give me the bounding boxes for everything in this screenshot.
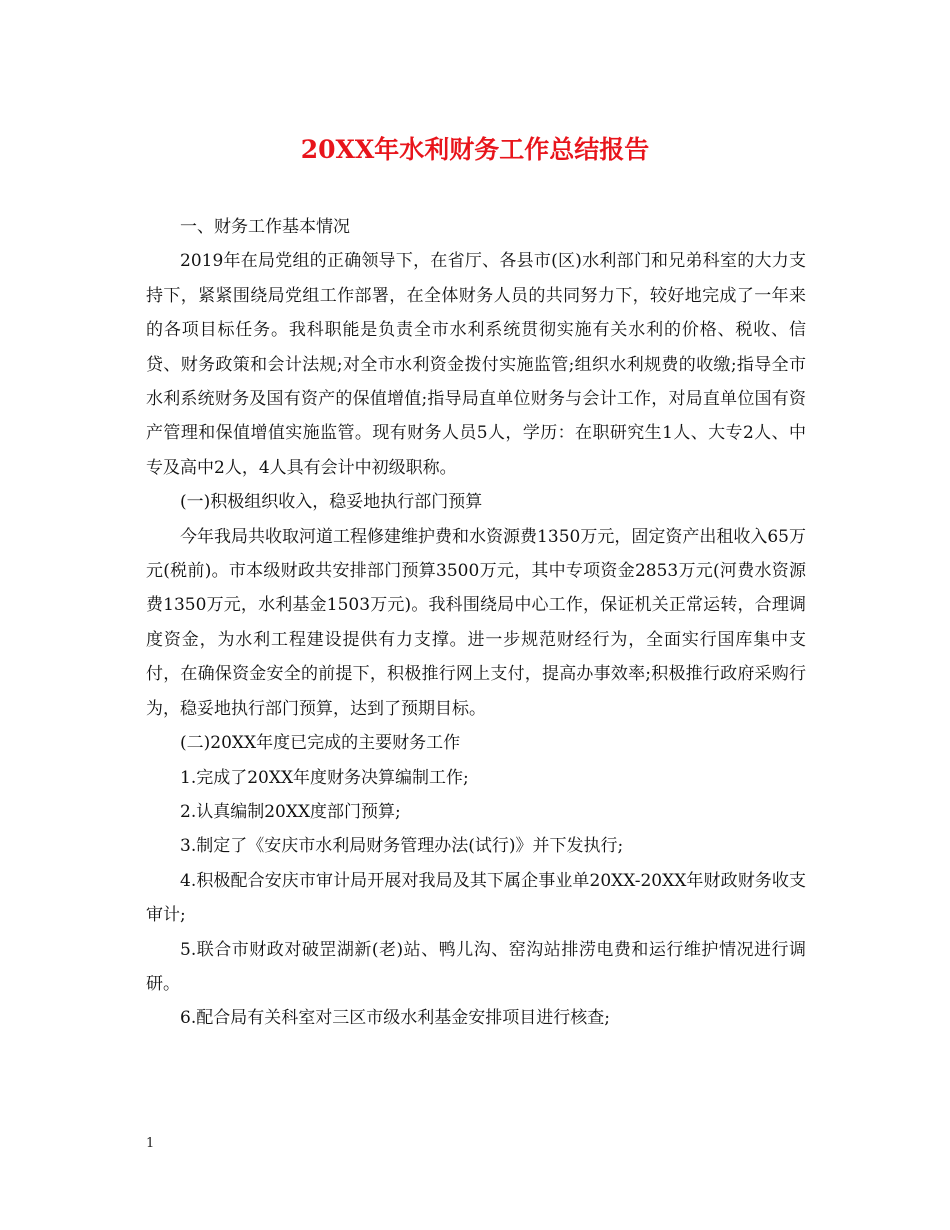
section-heading-basic-situation: 一、财务工作基本情况 <box>180 217 350 237</box>
list-item-2: 2.认真编制20XX度部门预算; <box>180 801 401 822</box>
list-item-5: 5.联合市财政对破罡湖新(老)站、鸭儿沟、窑沟站排涝电费和运行维护情况进行调研。 <box>146 939 806 994</box>
subsection-heading-income-budget: (一)积极组织收入，稳妥地执行部门预算 <box>180 492 483 513</box>
document-title: 20XX年水利财务工作总结报告 <box>300 135 650 164</box>
paragraph-overview: 2019年在局党组的正确领导下，在省厅、各县市(区)水利部门和兄弟科室的大力支持下，紧紧围绕局党组工作部署，在全体财务人员的共同努力下，较好地完成了一年来的各项目标任务。我科职能是负责全市水利系统贯彻实施有关水利的价格、税收、信贷、财务政策和会计法规;对全市水利资金拨付实施监管;组织水利规费的收缴;指导全市水利系统财务及国有资产的保值增值;指导局直单位财务与会计工作，对局直单位国有资产管理和保值增值实施监管。现有财务人员5人，学历：在职研究生1人、大专2人、中专及高中2人，4人具有会计中初级职称。 <box>146 251 806 478</box>
list-item-4: 4.积极配合安庆市审计局开展对我局及其下属企事业单20XX-20XX年财政财务收支审计; <box>146 870 806 926</box>
list-item-1: 1.完成了20XX年度财务决算编制工作; <box>180 767 469 788</box>
subsection-heading-completed-work: (二)20XX年度已完成的主要财务工作 <box>180 733 461 754</box>
list-item-3: 3.制定了《安庆市水利局财务管理办法(试行)》并下发执行; <box>180 836 624 857</box>
list-item-6: 6.配合局有关科室对三区市级水利基金安排项目进行核查; <box>180 1008 610 1029</box>
page-number: 1 <box>146 1136 155 1151</box>
document-body <box>146 210 806 1036</box>
paragraph-income-budget: 今年我局共收取河道工程修建维护费和水资源费1350万元，固定资产出租收入65万元(税前)。市本级财政共安排部门预算3500万元，其中专项资金2853万元(河费水资源费1350万元，水利基金1503万元)。我科围绕局中心工作，保证机关正常运转，合理调度资金，为水利工程建设提供有力支撑。进一步规范财经行为，全面实行国库集中支付，在确保资金安全的前提下，积极推行网上支付，提高办事效率;积极推行政府采购行为，稳妥地执行部门预算，达到了预期目标。 <box>146 526 806 719</box>
